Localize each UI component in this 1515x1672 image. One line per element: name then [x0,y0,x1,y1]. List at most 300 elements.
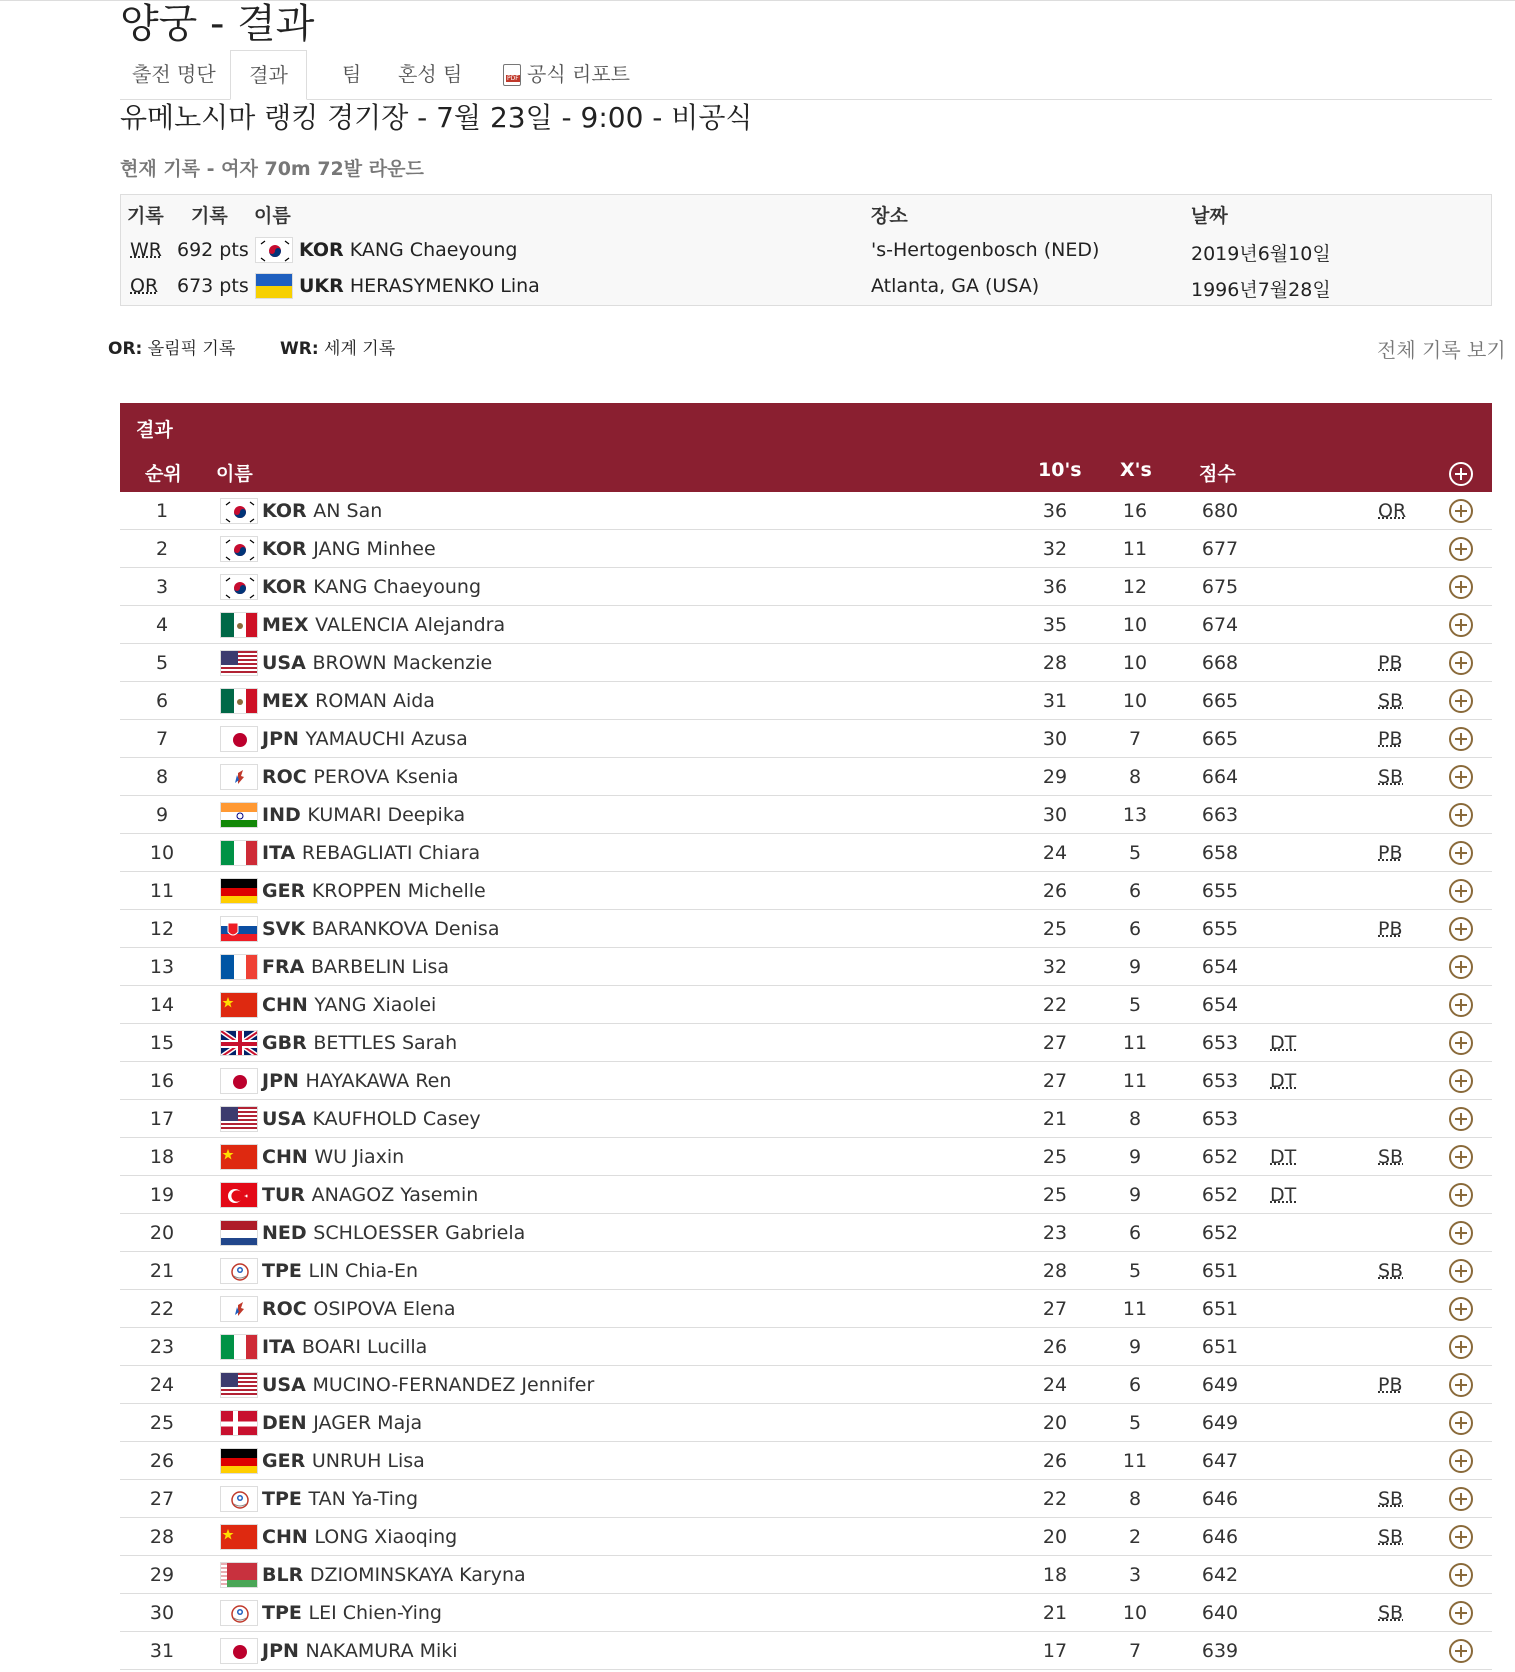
flag-den-icon [220,1410,258,1436]
athlete-name: LIN Chia-En [308,1260,419,1282]
flag-kor-icon [255,237,293,263]
session-title: 유메노시마 랭킹 경기장 - 7월 23일 - 9:00 - 비공식 [120,101,753,134]
athlete-cell[interactable] [262,1488,418,1510]
expand-row-icon[interactable] [1449,1183,1473,1207]
xs-cell: 10 [1122,614,1148,636]
athlete-name: HAYAKAWA Ren [305,1070,452,1092]
athlete-cell[interactable] [262,918,499,940]
record-athlete-name: KANG Chaeyoung [349,239,518,261]
athlete-cell[interactable] [262,804,465,826]
score-cell: 665 [1201,728,1239,750]
table-row[interactable] [120,872,1492,910]
score-cell: 658 [1201,842,1239,864]
records-header-venue: 장소 [871,205,908,227]
athlete-cell[interactable] [262,500,382,522]
athlete-name: BOARI Lucilla [301,1336,428,1358]
table-row[interactable] [120,530,1492,568]
rank-cell: 30 [149,1602,175,1624]
expand-row-icon[interactable] [1449,689,1473,713]
rank-cell: 4 [155,614,169,636]
xs-cell: 5 [1128,842,1142,864]
score-cell: 652 [1201,1184,1239,1206]
athlete-name: BARBELIN Lisa [310,956,450,978]
tens-cell: 26 [1042,1450,1068,1472]
athlete-cell[interactable] [262,1526,457,1548]
record-badge[interactable]: PB [1378,652,1403,674]
tens-cell: 17 [1042,1640,1068,1662]
xs-cell: 9 [1128,1146,1142,1168]
table-row[interactable] [120,1024,1492,1062]
table-row[interactable] [120,492,1492,530]
rank-cell: 6 [155,690,169,712]
athlete-name: KANG Chaeyoung [313,576,482,598]
noc-code: KOR [262,576,307,598]
score-cell: 654 [1201,994,1239,1016]
xs-cell: 11 [1122,1032,1148,1054]
athlete-cell[interactable] [262,1032,457,1054]
flag-chn-icon [220,992,258,1018]
flag-usa-icon [220,650,258,676]
xs-cell: 10 [1122,1602,1148,1624]
noc-code: MEX [262,614,309,636]
tens-cell: 27 [1042,1032,1068,1054]
table-row[interactable] [120,948,1492,986]
xs-cell: 12 [1122,576,1148,598]
tiebreak-badge[interactable]: DT [1270,1032,1297,1054]
record-badge[interactable]: PB [1378,842,1403,864]
flag-usa-icon [220,1106,258,1132]
tens-cell: 28 [1042,652,1068,674]
athlete-cell[interactable] [262,1602,442,1624]
rank-cell: 1 [155,500,169,522]
rank-cell: 14 [149,994,175,1016]
score-cell: 654 [1201,956,1239,978]
record-badge[interactable]: SB [1378,1260,1404,1282]
athlete-cell[interactable] [262,766,458,788]
flag-kor-icon [220,536,258,562]
table-row[interactable] [120,1556,1492,1594]
athlete-cell[interactable] [262,1450,425,1472]
score-cell: 647 [1201,1450,1239,1472]
record-badge[interactable]: SB [1378,690,1404,712]
tens-cell: 22 [1042,1488,1068,1510]
table-row[interactable] [120,796,1492,834]
tens-cell: 20 [1042,1526,1068,1548]
xs-cell: 7 [1128,728,1142,750]
tab-mixed-team[interactable]: 혼성 팀 [398,62,463,86]
noc-code: IND [262,804,301,826]
athlete-name: WU Jiaxin [314,1146,405,1168]
table-row[interactable] [120,682,1492,720]
xs-cell: 11 [1122,1070,1148,1092]
expand-row-icon[interactable] [1449,1107,1473,1131]
rank-cell: 3 [155,576,169,598]
xs-cell: 10 [1122,690,1148,712]
score-cell: 664 [1201,766,1239,788]
flag-blr-icon [220,1562,258,1588]
tens-cell: 18 [1042,1564,1068,1586]
athlete-cell[interactable] [262,956,449,978]
records-header-type: 기록 [127,205,164,227]
expand-row-icon[interactable] [1449,955,1473,979]
athlete-cell[interactable] [262,576,481,598]
expand-row-icon[interactable] [1449,1601,1473,1625]
flag-tpe-icon [220,1486,258,1512]
expand-row-icon[interactable] [1449,1373,1473,1397]
table-row[interactable] [120,720,1492,758]
athlete-cell[interactable] [262,1564,526,1586]
xs-cell: 5 [1128,994,1142,1016]
page-title: 양궁 - 결과 [120,1,315,47]
expand-row-icon[interactable] [1449,1335,1473,1359]
athlete-name: YANG Xiaolei [314,994,437,1016]
tiebreak-badge[interactable]: DT [1270,1070,1297,1092]
score-cell: 674 [1201,614,1239,636]
noc-code: ROC [262,766,307,788]
record-badge[interactable]: SB [1378,1146,1404,1168]
athlete-name: JANG Minhee [313,538,436,560]
expand-row-icon[interactable] [1449,1297,1473,1321]
table-row[interactable] [120,644,1492,682]
tens-cell: 36 [1042,576,1068,598]
flag-tpe-icon [220,1600,258,1626]
score-cell: 665 [1201,690,1239,712]
records-table [120,194,1492,306]
score-cell: 655 [1201,880,1239,902]
tens-cell: 26 [1042,880,1068,902]
athlete-cell[interactable] [262,1412,422,1434]
noc-code: TPE [262,1260,302,1282]
athlete-cell[interactable] [262,842,480,864]
table-row[interactable] [120,1100,1492,1138]
record-venue: 's-Hertogenbosch (NED) [871,239,1100,261]
record-badge[interactable]: OR [1378,500,1407,522]
flag-kor-icon [220,574,258,600]
rank-cell: 15 [149,1032,175,1054]
athlete-name: ANAGOZ Yasemin [311,1184,479,1206]
noc-code: TPE [262,1602,302,1624]
xs-cell: 6 [1128,1222,1142,1244]
table-row[interactable] [120,1594,1492,1632]
record-badge[interactable]: PB [1378,1374,1403,1396]
record-badge[interactable]: SB [1378,1602,1404,1624]
athlete-cell[interactable] [262,652,492,674]
tens-cell: 24 [1042,842,1068,864]
rank-cell: 27 [149,1488,175,1510]
athlete-name: DZIOMINSKAYA Karyna [309,1564,526,1586]
record-athlete-name: HERASYMENKO Lina [349,275,540,297]
tab-official-report-label: 공식 리포트 [527,62,630,86]
athlete-cell[interactable] [262,1184,478,1206]
athlete-cell[interactable] [262,690,435,712]
flag-roc-icon [220,1296,258,1322]
expand-row-icon[interactable] [1449,651,1473,675]
records-header-name: 이름 [254,205,291,227]
flag-tpe-icon [220,1258,258,1284]
results-title: 결과 [136,419,173,441]
expand-row-icon[interactable] [1449,1259,1473,1283]
tens-cell: 25 [1042,918,1068,940]
flag-chn-icon [220,1144,258,1170]
noc-code: CHN [262,994,308,1016]
noc-code: JPN [262,1070,299,1092]
table-row[interactable] [120,1366,1492,1404]
noc-code: GER [262,880,306,902]
tab-bar [120,50,1492,100]
record-badge[interactable]: PB [1378,728,1403,750]
score-cell: 663 [1201,804,1239,826]
tens-cell: 23 [1042,1222,1068,1244]
score-cell: 642 [1201,1564,1239,1586]
score-cell: 649 [1201,1374,1239,1396]
score-cell: 653 [1201,1032,1239,1054]
table-row[interactable] [120,1290,1492,1328]
tens-cell: 21 [1042,1602,1068,1624]
athlete-cell[interactable] [262,538,436,560]
table-row[interactable] [120,1442,1492,1480]
expand-row-icon[interactable] [1449,1487,1473,1511]
noc-code: GBR [262,1032,307,1054]
expand-row-icon[interactable] [1449,1449,1473,1473]
expand-row-icon[interactable] [1449,1145,1473,1169]
noc-code: DEN [262,1412,307,1434]
table-row[interactable] [120,1176,1492,1214]
view-all-records-link[interactable]: 전체 기록 보기 [1377,338,1506,362]
flag-jpn-icon [220,1068,258,1094]
xs-cell: 3 [1128,1564,1142,1586]
noc-code: USA [262,1108,306,1130]
rank-cell: 28 [149,1526,175,1548]
score-cell: 651 [1201,1298,1239,1320]
flag-roc-icon [220,764,258,790]
tens-cell: 24 [1042,1374,1068,1396]
flag-svk-icon [220,916,258,942]
expand-row-icon[interactable] [1449,1221,1473,1245]
records-header-score: 기록 [191,205,228,227]
athlete-name: KAUFHOLD Casey [312,1108,481,1130]
athlete-cell[interactable] [262,728,468,750]
expand-all-icon[interactable] [1449,462,1473,486]
rank-cell: 23 [149,1336,175,1358]
expand-row-icon[interactable] [1449,765,1473,789]
noc-code: TPE [262,1488,302,1510]
athlete-name: VALENCIA Alejandra [315,614,506,636]
rank-cell: 31 [149,1640,175,1662]
athlete-name: ROMAN Aida [315,690,435,712]
flag-ned-icon [220,1220,258,1246]
athlete-name: YAMAUCHI Azusa [305,728,468,750]
record-badge[interactable]: SB [1378,766,1404,788]
score-cell: 651 [1201,1260,1239,1282]
table-row[interactable] [120,1138,1492,1176]
xs-cell: 5 [1128,1412,1142,1434]
flag-ind-icon [220,802,258,828]
athlete-name: BARANKOVA Denisa [311,918,500,940]
table-row[interactable] [120,606,1492,644]
results-table-body [120,492,1492,1670]
rank-cell: 18 [149,1146,175,1168]
flag-mex-icon [220,688,258,714]
expand-row-icon[interactable] [1449,613,1473,637]
athlete-cell[interactable] [262,1108,481,1130]
col-name-header[interactable]: 이름 [216,463,253,485]
athlete-cell[interactable] [262,880,486,902]
expand-row-icon[interactable] [1449,537,1473,561]
legend-wr: WR: 세계 기록 [280,339,396,359]
expand-row-icon[interactable] [1449,803,1473,827]
xs-cell: 6 [1128,880,1142,902]
flag-tur-icon [220,1182,258,1208]
tiebreak-badge[interactable]: DT [1270,1184,1297,1206]
athlete-cell[interactable] [262,1298,456,1320]
xs-cell: 13 [1122,804,1148,826]
tens-cell: 20 [1042,1412,1068,1434]
tab-entries[interactable]: 출전 명단 [132,62,216,86]
tens-cell: 28 [1042,1260,1068,1282]
table-row[interactable] [120,568,1492,606]
athlete-cell[interactable] [262,1070,451,1092]
expand-row-icon[interactable] [1449,1069,1473,1093]
pdf-icon: PDF [503,64,521,86]
record-badge[interactable]: SB [1378,1526,1404,1548]
expand-row-icon[interactable] [1449,1525,1473,1549]
flag-fra-icon [220,954,258,980]
athlete-name: LONG Xiaoqing [314,1526,458,1548]
table-row[interactable] [120,1518,1492,1556]
record-date: 2019년6월10일 [1191,243,1331,265]
col-tens-header[interactable]: 10's [1038,459,1082,481]
col-xs-header[interactable]: X's [1120,459,1152,481]
expand-row-icon[interactable] [1449,917,1473,941]
tab-team[interactable]: 팀 [342,62,362,86]
score-cell: 653 [1201,1070,1239,1092]
xs-cell: 10 [1122,652,1148,674]
rank-cell: 20 [149,1222,175,1244]
record-badge[interactable]: SB [1378,1488,1404,1510]
noc-code: USA [262,652,306,674]
flag-ger-icon [220,1448,258,1474]
record-badge[interactable]: PB [1378,918,1403,940]
score-cell: 653 [1201,1108,1239,1130]
record-score: 673 pts [177,275,249,297]
rank-cell: 5 [155,652,169,674]
flag-ger-icon [220,878,258,904]
table-row[interactable] [120,1632,1492,1670]
noc-code: SVK [262,918,306,940]
xs-cell: 7 [1128,1640,1142,1662]
tens-cell: 36 [1042,500,1068,522]
table-row[interactable] [120,1252,1492,1290]
expand-row-icon[interactable] [1449,727,1473,751]
table-row[interactable] [120,910,1492,948]
score-cell: 646 [1201,1488,1239,1510]
score-cell: 655 [1201,918,1239,940]
rank-cell: 13 [149,956,175,978]
athlete-name: SCHLOESSER Gabriela [313,1222,526,1244]
xs-cell: 11 [1122,1298,1148,1320]
score-cell: 640 [1201,1602,1239,1624]
expand-row-icon[interactable] [1449,1411,1473,1435]
athlete-cell[interactable] [262,1336,427,1358]
tens-cell: 32 [1042,956,1068,978]
score-cell: 680 [1201,500,1239,522]
athlete-name: BETTLES Sarah [313,1032,458,1054]
athlete-cell[interactable] [262,1146,404,1168]
tab-results[interactable]: 결과 [230,50,307,100]
record-type[interactable]: OR [130,275,159,297]
athlete-name: AN San [313,500,383,522]
expand-row-icon[interactable] [1449,1563,1473,1587]
table-row[interactable] [120,1328,1492,1366]
expand-row-icon[interactable] [1449,879,1473,903]
noc-code: ITA [262,842,296,864]
tens-cell: 25 [1042,1184,1068,1206]
tens-cell: 26 [1042,1336,1068,1358]
athlete-name: OSIPOVA Elena [313,1298,456,1320]
flag-ita-icon [220,840,258,866]
rank-cell: 19 [149,1184,175,1206]
expand-row-icon[interactable] [1449,1031,1473,1055]
athlete-name: NAKAMURA Miki [305,1640,458,1662]
table-row[interactable] [120,758,1492,796]
rank-cell: 16 [149,1070,175,1092]
tab-official-report[interactable] [503,50,630,100]
expand-row-icon[interactable] [1449,1639,1473,1663]
noc-code: JPN [262,1640,299,1662]
table-row[interactable] [120,986,1492,1024]
col-score-header[interactable]: 점수 [1199,463,1236,485]
athlete-cell[interactable] [262,1640,458,1662]
table-row[interactable] [120,1480,1492,1518]
table-row[interactable] [120,1404,1492,1442]
expand-row-icon[interactable] [1449,993,1473,1017]
score-cell: 649 [1201,1412,1239,1434]
flag-kor-icon [220,498,258,524]
expand-row-icon[interactable] [1449,575,1473,599]
rank-cell: 21 [149,1260,175,1282]
legend-or: OR: 올림픽 기록 [108,339,236,359]
table-row[interactable] [120,1214,1492,1252]
tens-cell: 22 [1042,994,1068,1016]
athlete-name: BROWN Mackenzie [312,652,493,674]
athlete-cell[interactable] [262,614,505,636]
table-row[interactable] [120,1062,1492,1100]
record-type[interactable]: WR [130,239,162,261]
athlete-cell[interactable] [262,994,436,1016]
score-cell: 639 [1201,1640,1239,1662]
flag-jpn-icon [220,726,258,752]
tens-cell: 25 [1042,1146,1068,1168]
xs-cell: 2 [1128,1526,1142,1548]
rank-cell: 17 [149,1108,175,1130]
flag-usa-icon [220,1372,258,1398]
rank-cell: 11 [149,880,175,902]
expand-row-icon[interactable] [1449,499,1473,523]
athlete-cell[interactable] [262,1374,594,1396]
table-row[interactable] [120,834,1492,872]
tens-cell: 21 [1042,1108,1068,1130]
expand-row-icon[interactable] [1449,841,1473,865]
athlete-cell[interactable] [262,1222,525,1244]
flag-gbr-icon [220,1030,258,1056]
tiebreak-badge[interactable]: DT [1270,1146,1297,1168]
col-rank-header[interactable]: 순위 [145,463,182,485]
score-cell: 675 [1201,576,1239,598]
score-cell: 668 [1201,652,1239,674]
xs-cell: 8 [1128,766,1142,788]
xs-cell: 11 [1122,1450,1148,1472]
athlete-cell[interactable] [262,1260,418,1282]
